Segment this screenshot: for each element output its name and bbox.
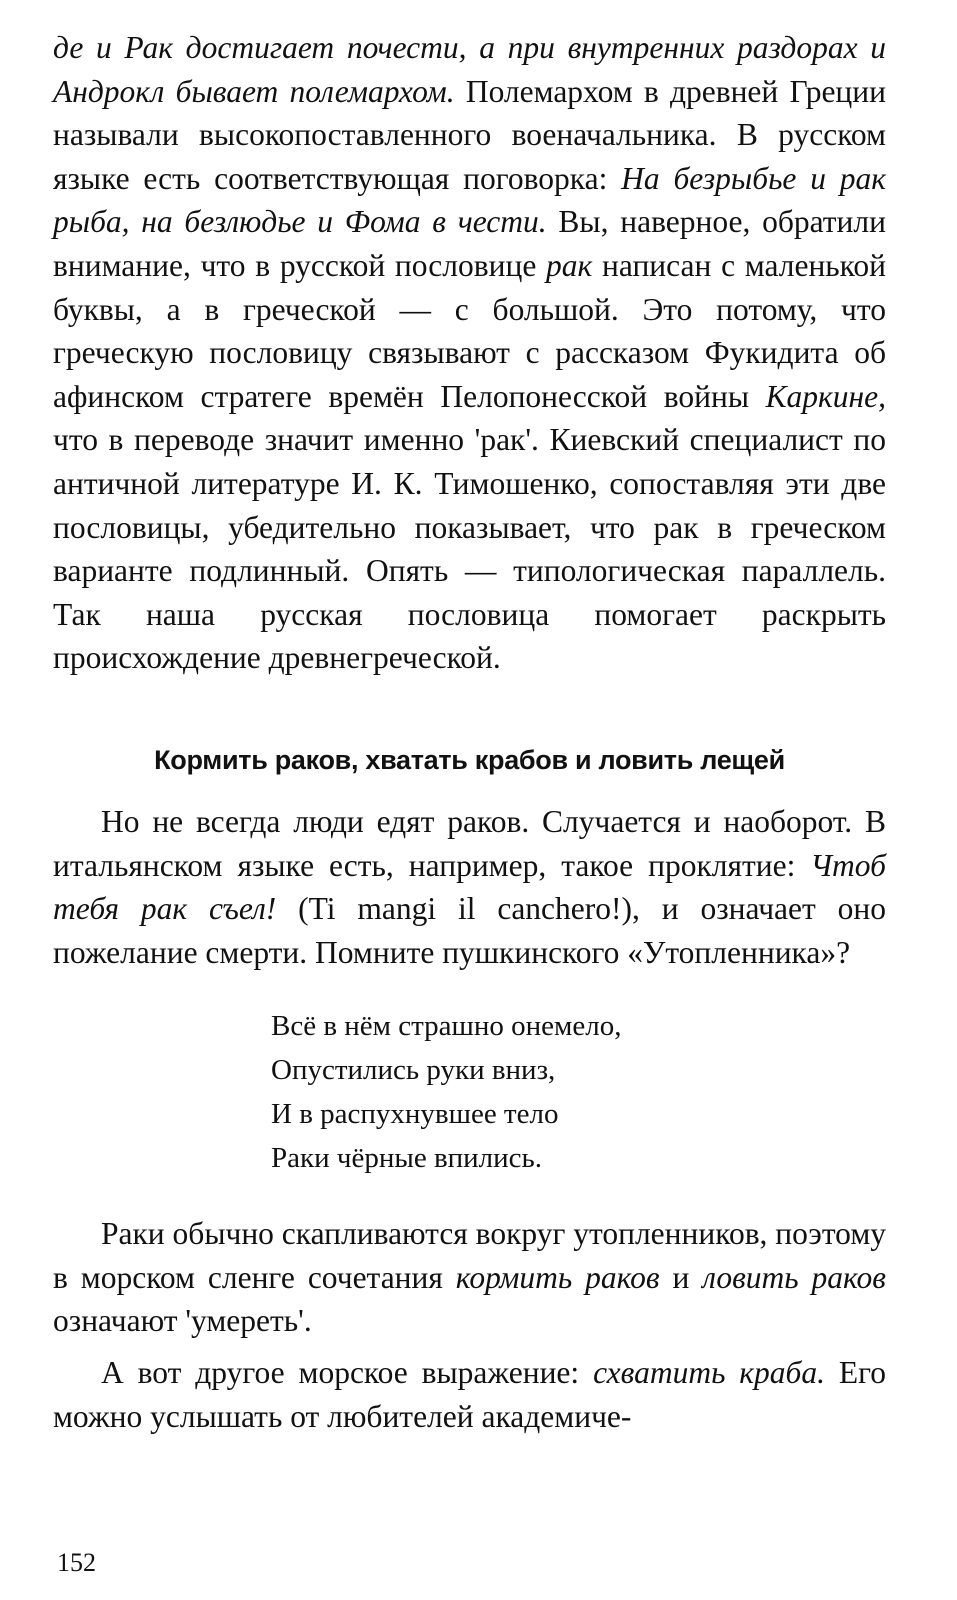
paragraph-text: (Ti mangi il canchero!), и означает оно пожелание смерти. Помните пушкинского «Утопленника»? [53, 891, 886, 970]
paragraph-text: А вот другое морское выражение: [101, 1355, 594, 1391]
paragraph-text: Раки обычно скапливаются вокруг утопленников, поэтому в морском сленге сочетания [53, 1216, 887, 1295]
paragraph-proverb-origin [53, 26, 886, 680]
italic-russian-proverb: На безрыбье и рак рыба, на безлюдье и Фома в чести. [53, 160, 886, 240]
paragraph-text: Полемархом в древней Греции называли высокопоставленного военачальника. В русском языке есть соответствующая поговорка: [53, 73, 886, 196]
italic-curse: Чтоб тебя рак съел! [53, 847, 886, 927]
italic-phrase-catch-crayfish: ловить раков [702, 1259, 886, 1295]
poem-line: Всё в нём страшно онемело, [271, 1010, 622, 1043]
poem-line: Раки чёрные впились. [271, 1142, 543, 1175]
paragraph-text: что в переводе значит именно 'рак'. Киевский специалист по античной литературе И. К. Тимошенко, сопоставляя эти две пословицы, убедительно показывает, что рак в греческом варианте подлинный. Опять — типологическая параллель. Так наша русская пословица помогает раскрыть происхождение древнегреческой. [53, 422, 886, 676]
paragraph-text: Вы, наверное, обратили внимание, что в русской пословице [53, 204, 886, 283]
paragraph-sea-slang [53, 1212, 886, 1343]
paragraph-text: означают 'умереть'. [53, 1303, 312, 1339]
paragraph-text: Его можно услышать от любителей академиче- [53, 1355, 886, 1434]
poem-line: И в распухнувшее тело [271, 1098, 559, 1131]
italic-phrase-catch-crab: схватить краба. [593, 1355, 825, 1391]
section-heading: Кормить раков, хватать крабов и ловить лещей [154, 744, 785, 775]
paragraph-text: и [659, 1259, 703, 1295]
italic-word-rak: рак [546, 247, 593, 283]
italic-quote-greek-proverb: де и Рак достигает почести, а при внутренних раздорах и Андрокл бывает полемархом. [53, 30, 886, 109]
paragraph-italian-curse [53, 800, 886, 974]
poem-quote [271, 1004, 886, 1180]
poem-line: Опустились руки вниз, [271, 1054, 556, 1087]
paragraph-text: написан с маленькой буквы, а в греческой — с большой. Это потому, что греческую пословицу связывают с рассказом Фукидита об афинском стратеге времён Пелопонесской войны [53, 247, 886, 414]
paragraph-text: Но не всегда люди едят раков. Случается и наоборот. В итальянском языке есть, например, такое проклятие: [53, 803, 886, 883]
page-number: 152 [57, 1548, 96, 1577]
book-page [53, 26, 886, 1438]
italic-phrase-feed-crayfish: кормить раков [455, 1259, 660, 1295]
italic-name-karkin: Каркине, [765, 378, 886, 414]
paragraph-catch-crab [53, 1351, 886, 1438]
